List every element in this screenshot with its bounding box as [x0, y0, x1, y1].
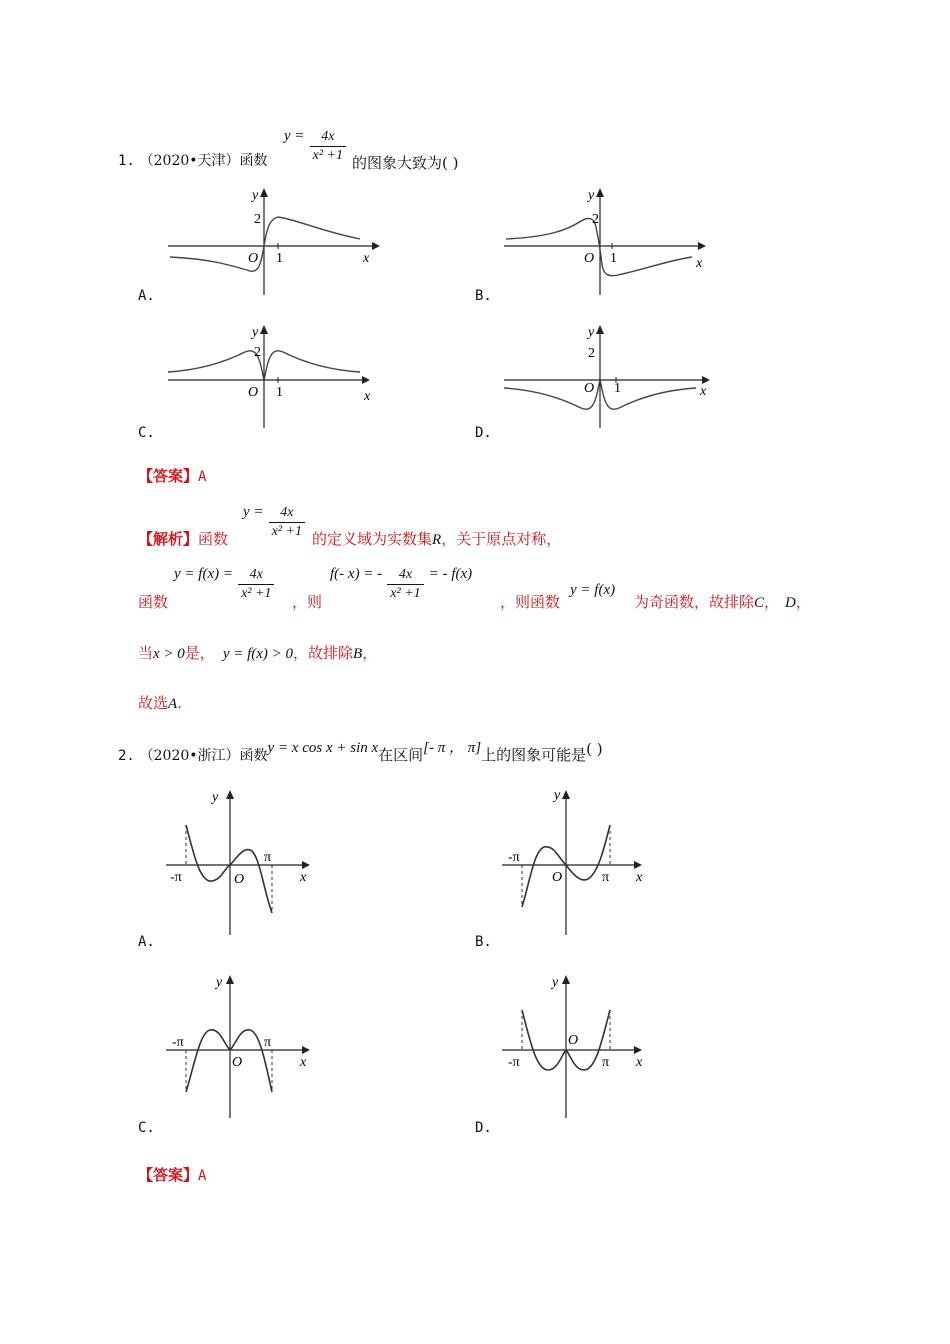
q1-option-a: A.	[138, 288, 155, 304]
y-label: y	[552, 975, 559, 990]
analysis-line1-post: 的定义域为实数集	[312, 530, 433, 548]
q1-blank: ( )	[442, 154, 459, 172]
analysis-line3-f: y = f(x) > 0	[222, 646, 294, 662]
q1-formula-den: x² +1	[310, 146, 346, 165]
formula-num1: 4x	[249, 567, 263, 582]
y-label: y	[588, 325, 595, 340]
x-axis-arrow	[634, 1046, 642, 1054]
answer-value: A	[198, 469, 207, 485]
curve	[186, 825, 272, 913]
formula-lhs: y =	[243, 504, 264, 520]
x-axis-arrow	[634, 861, 642, 869]
y-axis-arrow	[226, 975, 234, 984]
x-axis-arrow	[372, 242, 380, 250]
formula-num: 4x	[280, 505, 294, 520]
label-2: 2	[592, 212, 599, 227]
y-label: y	[252, 188, 259, 203]
q2-interval: [- π ， π]	[423, 740, 482, 756]
x-label: x	[636, 1055, 643, 1070]
q2-number: 2.	[118, 748, 135, 764]
origin-label: O	[552, 870, 563, 885]
q1-graph-c	[160, 322, 380, 434]
negpi-label: -π	[172, 1035, 184, 1050]
x-label: x	[700, 384, 707, 399]
q2-stem	[118, 740, 603, 765]
x-axis-arrow	[702, 376, 710, 384]
y-axis-arrow	[260, 325, 268, 334]
negpi-label: -π	[508, 1055, 520, 1070]
label-1: 1	[276, 385, 283, 400]
q1-analysis-line2-end	[500, 591, 560, 612]
analysis-line2-end: ，	[795, 593, 811, 611]
origin-label: O	[234, 872, 245, 887]
y-label: y	[554, 788, 561, 803]
label-2: 2	[588, 346, 595, 361]
q1-formula-num: 4x	[321, 129, 335, 144]
analysis-line3-mid: 是，	[184, 644, 215, 662]
label-2: 2	[254, 345, 261, 360]
formula-f1: y = f(x) =	[174, 566, 233, 582]
x-label: x	[363, 251, 370, 266]
origin-label: O	[248, 251, 259, 266]
x-label: x	[300, 870, 307, 885]
q1-option-d: D.	[475, 425, 492, 441]
q1-option-c: C.	[138, 425, 155, 441]
formula-frac2	[387, 566, 423, 603]
q2-blank: ( )	[586, 740, 603, 758]
x-label: x	[696, 256, 703, 271]
analysis-cond: x > 0	[153, 646, 185, 662]
q2-formula: y = x cos x + sin x	[267, 740, 379, 756]
formula-frac	[269, 504, 305, 541]
analysis-line1-pre: 函数	[198, 530, 229, 548]
origin-label: O	[568, 1033, 579, 1048]
analysis-comma: ，	[764, 593, 780, 611]
analysis-A: A	[168, 696, 178, 712]
q1-analysis-formula4: y = f(x)	[570, 582, 616, 598]
y-label: y	[252, 325, 259, 340]
answer-tag: 【答案】	[138, 1166, 199, 1184]
q1-formula-lhs: y =	[284, 128, 305, 144]
origin-label: O	[584, 251, 595, 266]
y-axis-arrow	[596, 325, 604, 334]
analysis-line4-end: .	[177, 694, 182, 712]
q1-formula-frac	[310, 128, 346, 165]
q2-mid: 在区间	[378, 746, 424, 764]
q1-option-b: B.	[475, 288, 492, 304]
origin-label: O	[232, 1055, 243, 1070]
formula-f2: f(- x) = -	[330, 566, 383, 582]
q2-stem-tail: 上的图象可能是	[481, 746, 587, 764]
q2-graph-c	[160, 970, 320, 1122]
pi-label: π	[264, 850, 272, 865]
q1-stem	[118, 150, 268, 170]
q2-option-a: A.	[138, 934, 155, 950]
q1-analysis-line3	[138, 642, 377, 663]
analysis-D: D	[785, 595, 796, 611]
q2-graph-d	[496, 970, 656, 1122]
q1-analysis-formula1	[243, 504, 305, 541]
q1-analysis-line4	[138, 692, 182, 713]
x-label: x	[364, 389, 371, 404]
x-axis-arrow	[362, 376, 370, 384]
pi-label: π	[602, 1055, 610, 1070]
q2-graph-a	[160, 785, 320, 937]
q1-graph-d	[496, 322, 716, 434]
q1-analysis-line2-pre: 函数	[138, 593, 169, 611]
q2-option-c: C.	[138, 1120, 155, 1136]
y-axis-arrow	[260, 188, 268, 197]
q1-analysis-formula3	[330, 566, 472, 603]
q1-analysis-formula2	[174, 566, 274, 603]
q1-analysis-line1-start	[138, 528, 228, 549]
q2-graph-b	[496, 785, 656, 937]
q1-source: （2020•天津）函数	[139, 153, 268, 169]
formula-f3: = - f(x)	[428, 566, 473, 582]
pi-label: π	[264, 1035, 272, 1050]
q1-analysis-line1-end	[312, 528, 561, 549]
label-2: 2	[254, 212, 261, 227]
analysis-line4-pre: 故选	[138, 694, 169, 712]
q1-stem-tail	[352, 152, 459, 173]
label-1: 1	[614, 381, 621, 396]
x-label: x	[300, 1055, 307, 1070]
label-1: 1	[610, 251, 617, 266]
q1-graph-b	[496, 185, 716, 297]
x-axis-arrow	[302, 1046, 310, 1054]
x-axis-arrow	[698, 242, 706, 250]
q2-source: （2020•浙江）函数	[139, 748, 268, 764]
y-label: y	[212, 790, 219, 805]
analysis-line3-tail: ，故排除	[293, 644, 354, 662]
q2-option-b: B.	[475, 934, 492, 950]
y-axis-arrow	[562, 790, 570, 799]
y-label: y	[216, 975, 223, 990]
negpi-label: -π	[170, 870, 182, 885]
q1-analysis-line2-then: ，则	[292, 593, 323, 611]
q1-formula	[284, 128, 346, 165]
x-label: x	[636, 870, 643, 885]
curve	[170, 217, 360, 271]
analysis-B: B	[353, 646, 363, 662]
analysis-line2-tail: 为奇函数，故排除	[634, 593, 755, 611]
q1-graph-a	[160, 185, 380, 297]
answer-tag: 【答案】	[138, 467, 199, 485]
analysis-tag: 【解析】	[138, 530, 199, 548]
x-axis-arrow	[302, 861, 310, 869]
formula-frac1	[238, 566, 274, 603]
negpi-label: -π	[508, 850, 520, 865]
q1-stem-tail-text: 的图象大致为	[352, 154, 443, 172]
y-axis-arrow	[596, 188, 604, 197]
curve	[186, 1030, 272, 1092]
formula-den1: x² +1	[238, 584, 274, 603]
y-axis-arrow	[226, 790, 234, 799]
analysis-line3-pre: 当	[138, 644, 154, 662]
origin-label: O	[584, 381, 595, 396]
q1-answer	[138, 465, 206, 486]
q1-number: 1.	[118, 153, 135, 169]
q2-answer	[138, 1164, 206, 1185]
q2-option-d: D.	[475, 1120, 492, 1136]
y-axis-arrow	[562, 975, 570, 984]
analysis-line1-tail: ，关于原点对称，	[441, 530, 562, 548]
analysis-line2-mid: ，则函数	[500, 593, 561, 611]
label-1: 1	[276, 251, 283, 266]
analysis-line3-end: ，	[362, 644, 378, 662]
answer-value: A	[198, 1168, 207, 1184]
q1-analysis-line2-tail	[634, 591, 811, 612]
formula-den2: x² +1	[387, 584, 423, 603]
formula-num2: 4x	[398, 567, 413, 582]
curve	[506, 219, 692, 276]
y-label: y	[588, 188, 595, 203]
analysis-C: C	[754, 595, 765, 611]
origin-label: O	[248, 385, 259, 400]
pi-label: π	[602, 870, 610, 885]
formula-den: x² +1	[269, 522, 305, 541]
analysis-R: R	[432, 532, 442, 548]
